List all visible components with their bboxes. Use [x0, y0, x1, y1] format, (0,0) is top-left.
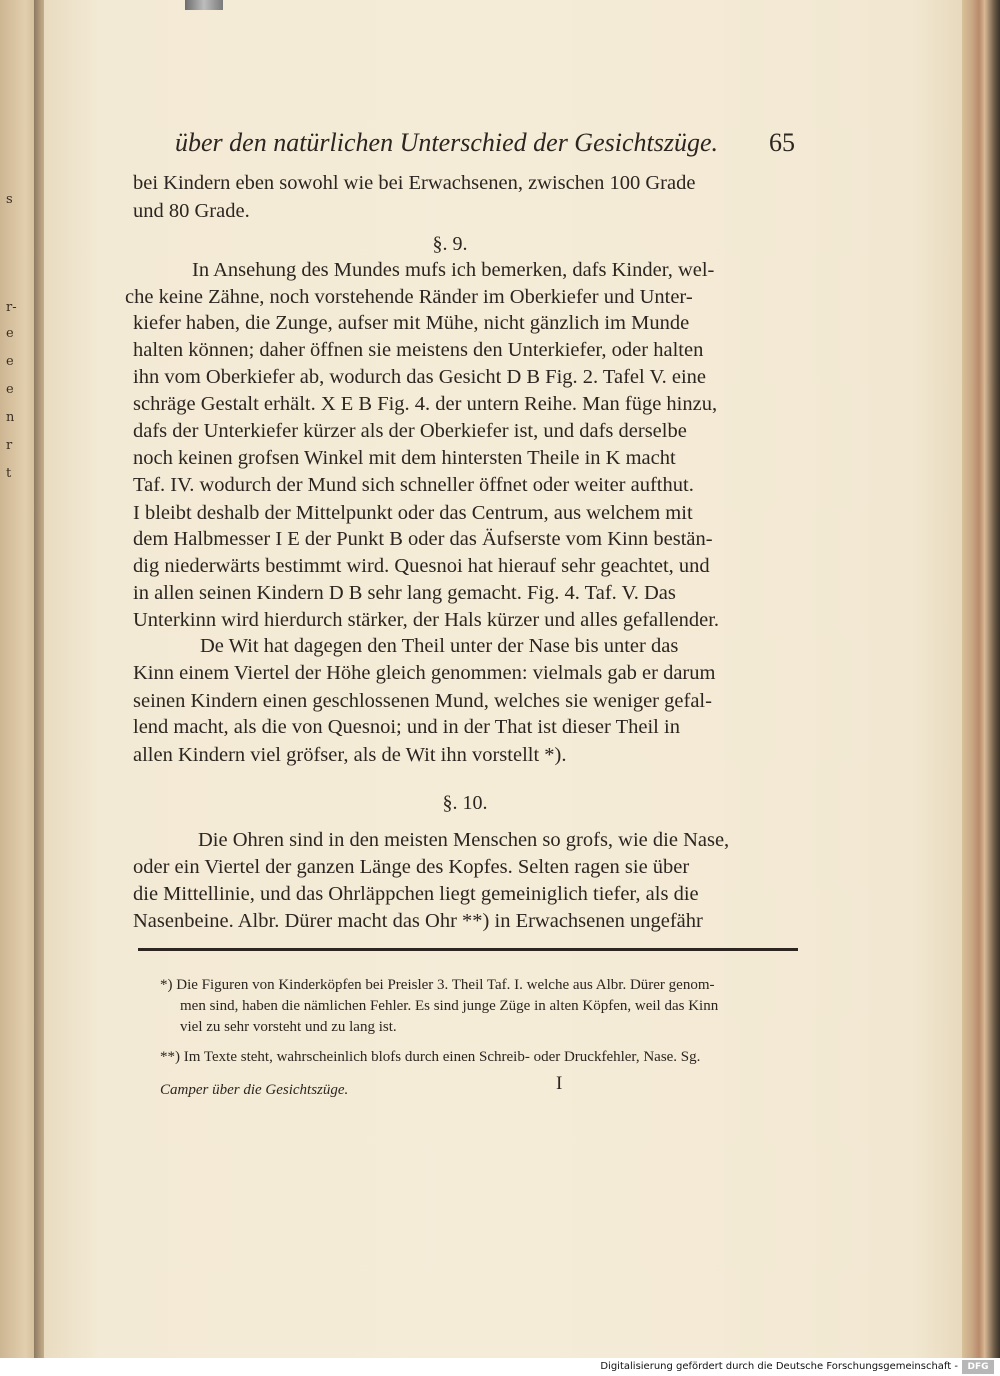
running-title: über den natürlichen Unterschied der Gesichtszüge. [175, 128, 719, 157]
text-line: in allen seinen Kindern D B sehr lang gemacht. Fig. 4. Taf. V. Das [133, 582, 676, 604]
text-line: noch keinen grofsen Winkel mit dem hintersten Theile in K macht [133, 447, 676, 469]
footnote-line: viel zu sehr vorsteht und zu lang ist. [180, 1019, 397, 1035]
text-line: dem Halbmesser I E der Punkt B oder das Äufserste vom Kinn bestän- [133, 528, 713, 550]
text-line: halten können; daher öffnen sie meistens den Unterkiefer, oder halten [133, 339, 704, 361]
text-line: dig niederwärts bestimmt wird. Quesnoi hat hierauf sehr geachtet, und [133, 555, 710, 577]
signature-line: Camper über die Gesichtszüge. [160, 1082, 349, 1098]
text-line: I bleibt deshalb der Mittelpunkt oder das Centrum, aus welchem mit [133, 502, 693, 524]
text-line: allen Kindern viel gröfser, als de Wit ihn vorstellt *). [133, 744, 567, 766]
text-line: und 80 Grade. [133, 200, 250, 222]
text-line: schräge Gestalt erhält. X E B Fig. 4. der untern Reihe. Man füge hinzu, [133, 393, 718, 415]
facing-page-fragment: t [6, 466, 12, 481]
metal-clip [185, 0, 223, 10]
footnote-line: **) Im Texte steht, wahrscheinlich blofs durch einen Schreib- oder Druckfehler, Nase. Sg. [160, 1049, 701, 1065]
section-heading: §. 9. [432, 233, 468, 255]
facing-page-fragment: e [6, 382, 14, 397]
dfg-logo: DFG [962, 1360, 994, 1374]
section-heading: §. 10. [442, 792, 488, 814]
text-line: oder ein Viertel der ganzen Länge des Kopfes. Selten ragen sie über [133, 856, 690, 878]
running-header [175, 128, 795, 158]
facing-page-fragment: e [6, 354, 14, 369]
text-line: die Mittellinie, und das Ohrläppchen liegt gemeiniglich tiefer, als die [133, 883, 699, 905]
text-line: dafs der Unterkiefer kürzer als der Oberkiefer ist, und dafs derselbe [133, 420, 687, 442]
facing-page-fragment: s [6, 192, 13, 207]
text-line: ihn vom Oberkiefer ab, wodurch das Gesicht D B Fig. 2. Tafel V. eine [133, 366, 707, 388]
text-line: Unterkinn wird hierdurch stärker, der Hals kürzer und alles gefallender. [133, 609, 720, 631]
text-line: Kinn einem Viertel der Höhe gleich genommen: vielmals gab er darum [133, 662, 716, 684]
text-line: De Wit hat dagegen den Theil unter der Nase bis unter das [200, 635, 679, 657]
signature-mark: I [556, 1073, 563, 1094]
facing-page-fragment: n [6, 410, 15, 425]
text-line: lend macht, als die von Quesnoi; und in der That ist dieser Theil in [133, 716, 680, 738]
page-number: 65 [769, 128, 795, 157]
text-line: Nasenbeine. Albr. Dürer macht das Ohr **) in Erwachsenen ungefähr [133, 910, 703, 932]
footnote-line: men sind, haben die nämlichen Fehler. Es sind junge Züge in alten Köpfen, weil das Kinn [180, 998, 719, 1014]
text-line: Die Ohren sind in den meisten Menschen so grofs, wie die Nase, [198, 829, 730, 851]
text-line: bei Kindern eben sowohl wie bei Erwachsenen, zwischen 100 Grade [133, 172, 696, 194]
facing-page-fragment: r [6, 438, 13, 453]
text-line: In Ansehung des Mundes mufs ich bemerken, dafs Kinder, wel- [192, 259, 715, 281]
footnote-rule [138, 948, 798, 951]
text-line: che keine Zähne, noch vorstehende Ränder im Oberkiefer und Unter- [125, 286, 693, 308]
facing-page-fragment: r- [6, 300, 17, 315]
page-edge-right [962, 0, 1000, 1358]
text-line: Taf. IV. wodurch der Mund sich schneller öffnet oder weiter aufthut. [133, 474, 694, 496]
footnote-line: *) Die Figuren von Kinderköpfen bei Preisler 3. Theil Taf. I. welche aus Albr. Dürer genom- [160, 977, 715, 993]
facing-page-fragment: e [6, 326, 14, 341]
funding-notice: Digitalisierung gefördert durch die Deutsche Forschungsgemeinschaft - [600, 1361, 958, 1372]
text-line: kiefer haben, die Zunge, aufser mit Mühe, nicht gänzlich im Munde [133, 312, 690, 334]
text-line: seinen Kindern einen geschlossenen Mund, welches sie weniger gefal- [133, 690, 712, 712]
